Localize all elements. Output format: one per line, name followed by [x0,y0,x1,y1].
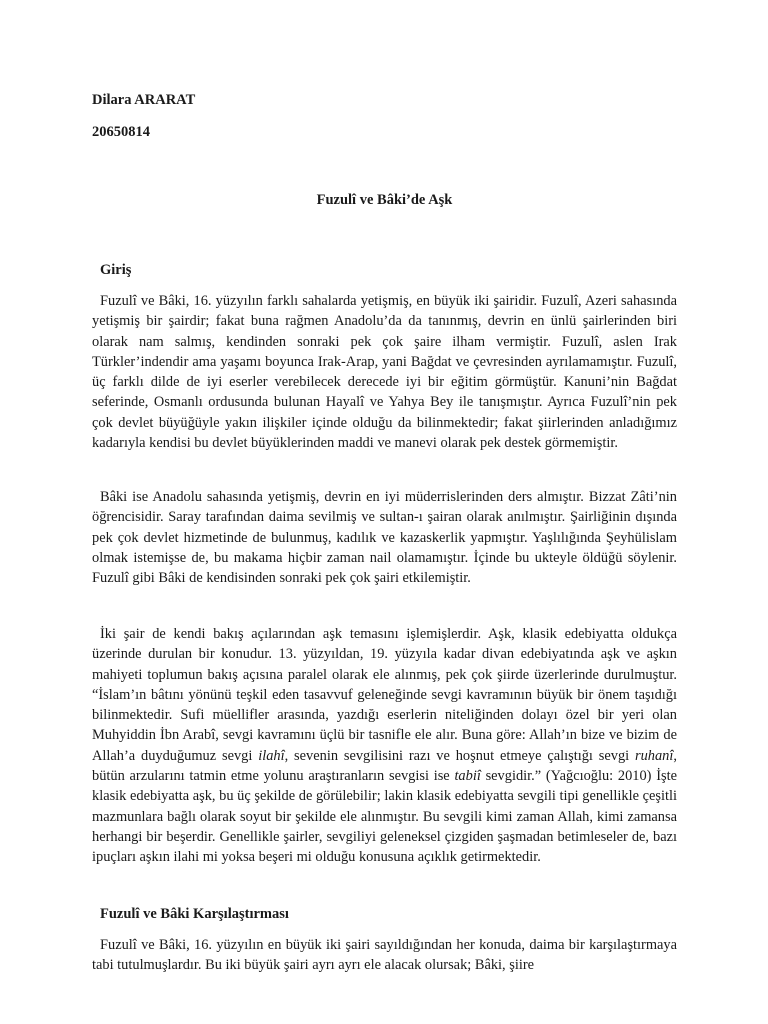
paragraph-2: Bâki ise Anadolu sahasında yetişmiş, devrin en iyi müderrislerinden ders almıştır. Bizzat Zâti’nin öğrencisidir. Saray tarafından daima sevilmiş ve sultan-ı şairan olarak anılmıştır. Şairliğinin dışında pek çok devlet hizmetinde de bulunmuş, kadılık ve kazaskerlik yapmıştır. Yaşlılığında Şeyhülislam olmak istemişse de, bu makama hiçbir zaman nail olamamıştır. İçinde bu ukteyle öldüğü söylenir. Fuzulî gibi Bâki de kendisinden sonraki pek çok şairi etkilemiştir. [92,489,677,587]
paragraph-1: Fuzulî ve Bâki, 16. yüzyılın farklı sahalarda yetişmiş, en büyük iki şairidir. Fuzulî, Azeri sahasında yetişmiş bir şairdir; fakat buna rağmen Anadolu’da da tanınmış, devrin en ünlü şairlerinden biri olarak nam salmış, kendinden sonraki pek çok şaire ilham vermiştir. Fuzulî, aslen Irak Türkler’indendir ama yaşamı boyunca Irak-Arap, yani Bağdat ve çevresinden ayrılamamıştır. Fuzulî, üç farklı dilde de iyi eserler verebilecek derecede iyi bir eğitim görmüştür. Kanuni’nin Bağdat seferinde, Osmanlı ordusunda bulunan Hayalî ve Yahya Bey ile tanışmıştır. Ayrıca Fuzulî’nin pek çok devlet büyüğüyle yakın ilişkiler içinde olduğu da bilinmektedir; fakat şiirlerinden anladığımız kadarıyla kendisi bu devlet büyüklerinden maddi ve manevi olarak pek destek görmemiştir. [92,293,677,452]
student-id: 20650814 [92,124,150,140]
paragraph-4: Fuzulî ve Bâki, 16. yüzyılın en büyük iki şairi sayıldığından her konuda, daima bir karşılaştırmaya tabi tutulmuşlardır. Bu iki büyük şairi ayrı ayrı ele alacak olursak; Bâki, şiire [92,937,677,974]
author-name: Dilara ARARAT [92,92,196,108]
page-title: Fuzulî ve Bâki’de Aşk [316,192,453,208]
paragraph-3-text-2: , sevenin sevgilisini razı ve hoşnut etmeye çalıştığı sevgi [284,747,635,764]
paragraph-3-text-4: sevgidir.” (Yağcıoğlu: 2010) İşte klasik edebiyatta aşk, bu üç şekilde de görülebilir; lakin klasik edebiyatta sevgili tipi genellikle çeşitli mazmunlara bağlı olarak soyut bir şekilde ele alınmıştır. Bu sevgili kimi zaman Allah, kimi zamansa herhangi bir beşerdir. Genellikle şairler, sevgiliyi geleneksel çizgiden şaşmadan betimleseler de, bazı ipuçları aşkın ilahi mi yoksa beşeri mi olduğu konusuna açıklık getirmektedir. [92,768,677,866]
paragraph-3-text-1: İki şair de kendi bakış açılarından aşk temasını işlemişlerdir. Aşk, klasik edebiyatta oldukça üzerinde durulan bir konudur. 13. yüzyıldan, 19. yüzyıla kadar divan edebiyatında aşk ve aşkın mahiyeti toplumun bakış açısına paralel olarak ele alınmış, pek çok şiirde üzerlerinde durulmuştur. “İslam’ın bâtını yönünü teşkil eden tasavvuf geleneğinde sevgi kavramının büyük bir önem taşıdığı bilinmektedir. Sufi müellifler arasında, yazdığı eserlerin niteliğinden dolayı özel bir yeri olan Muhyiddin İbn Arabî, sevgi kavramını üçlü bir tasnifle ele alır. Buna göre: Allah’ın bize ve bizim de Allah’a duyduğumuz sevgi [92,626,677,764]
document-page [92,0,677,1024]
term-ruhani: ruhanî [635,747,674,764]
section-heading-intro: Giriş [100,262,132,278]
paragraph-3 [92,624,677,868]
term-ilahi: ilahî [258,747,285,764]
term-tabii: tabiî [454,768,481,785]
paragraph-3-text-3: , bütün arzularını tatmin etme yolunu araştıranların sevgisi ise [92,747,677,785]
section-heading-comparison: Fuzulî ve Bâki Karşılaştırması [100,906,289,922]
